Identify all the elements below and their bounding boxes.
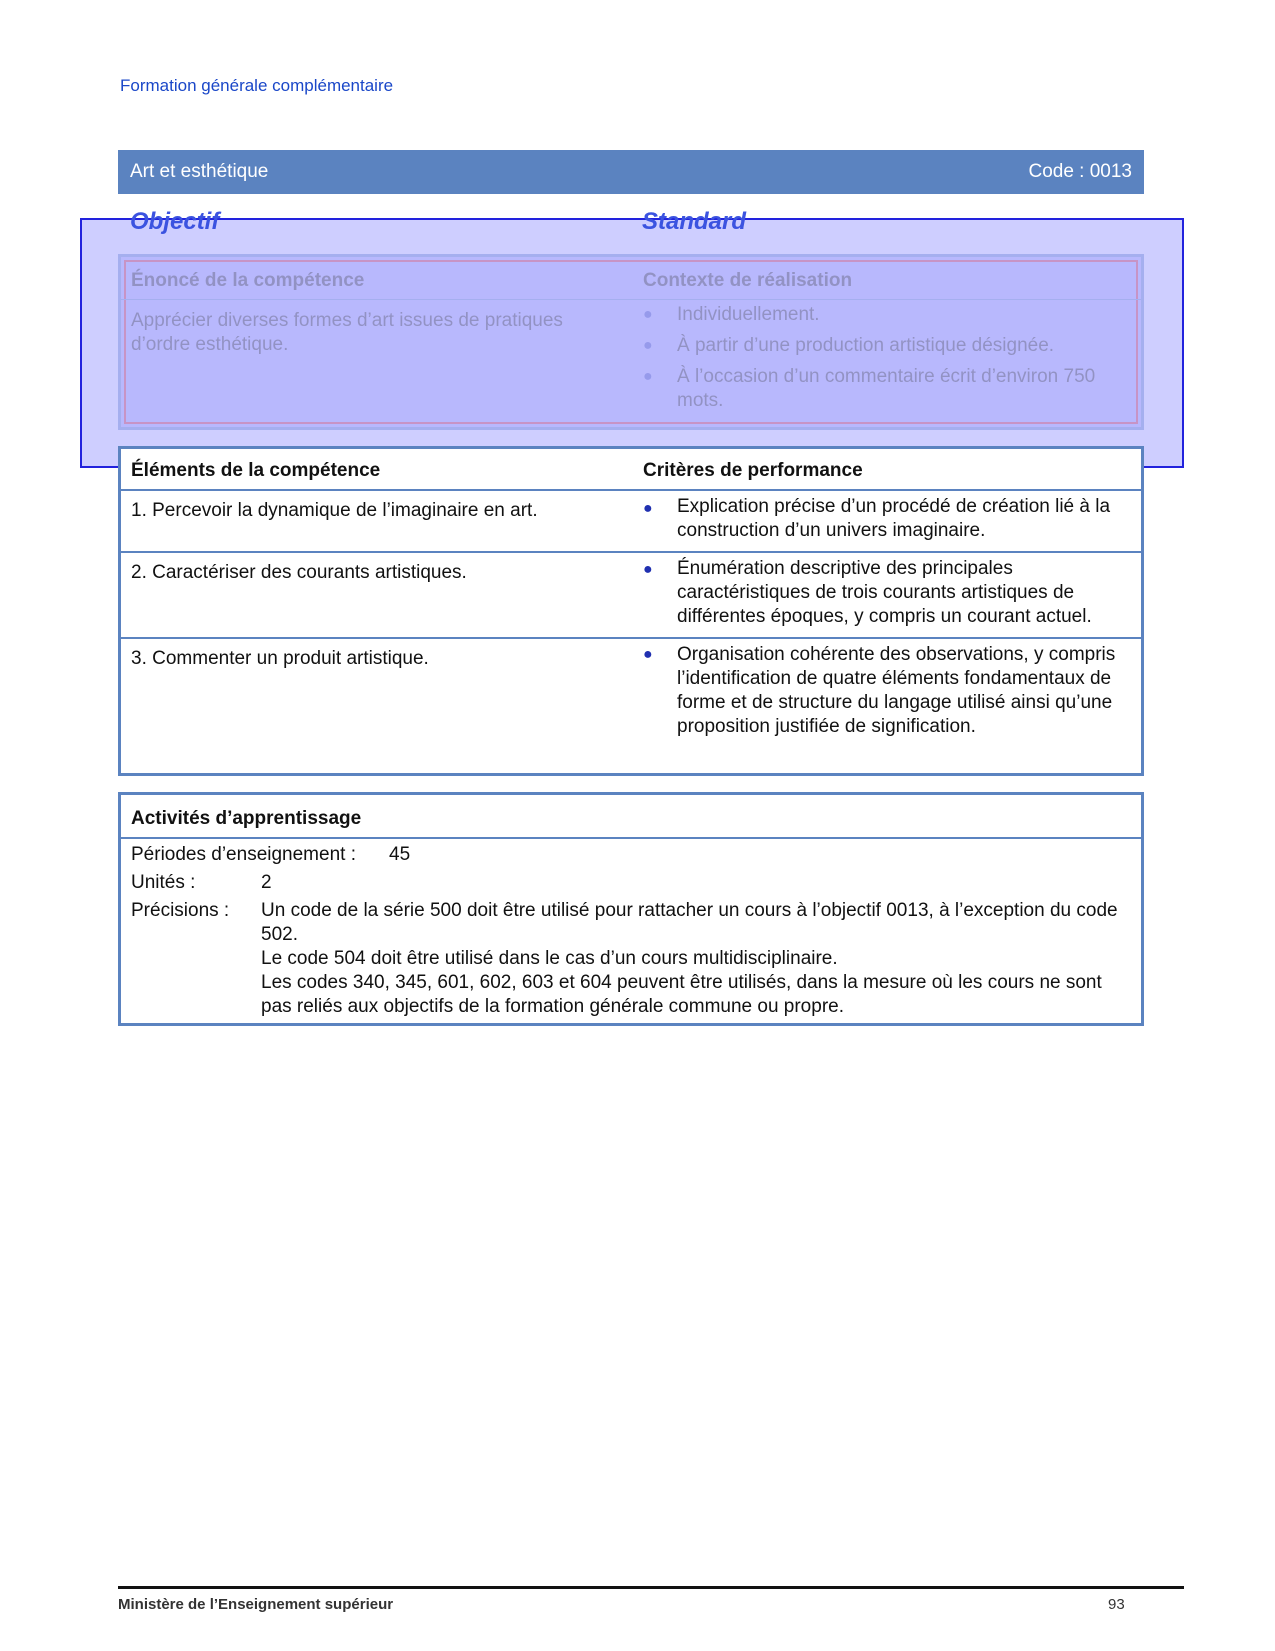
standard-heading: Standard: [642, 208, 747, 235]
page-number: 93: [1108, 1596, 1125, 1613]
criteres-label: Critères de performance: [643, 460, 863, 481]
bullet-icon: ●: [643, 561, 653, 578]
bullet-icon: ●: [643, 500, 653, 517]
precisions-label: Précisions :: [131, 900, 230, 921]
elements-box: [118, 446, 1144, 776]
unites-value: 2: [261, 872, 272, 893]
footer-ministry: Ministère de l’Enseignement supérieur: [118, 1596, 394, 1613]
course-code: Code : 0013: [1028, 161, 1132, 182]
running-head: Formation générale complémentaire: [120, 76, 394, 95]
row-separator: [121, 489, 1141, 491]
precision-item: Un code de la série 500 doit être utilisé pour rattacher un cours à l’objectif 0013, à l’exception du code 502.: [261, 900, 1118, 945]
elements-label: Éléments de la compétence: [131, 460, 381, 481]
critere-item: Énumération descriptive des principales caractéristiques de trois courants artistiques de différentes époques, y compris un courant actuel.: [677, 558, 1092, 627]
footer-rule: [118, 1586, 1184, 1589]
bullet-icon: ●: [643, 646, 653, 663]
row-separator: [121, 837, 1141, 839]
element-item: 1. Percevoir la dynamique de l’imaginaire en art.: [131, 500, 538, 521]
title-bar: [118, 150, 1144, 194]
objectif-heading: Objectif: [130, 208, 220, 235]
row-separator: [121, 637, 1141, 639]
element-item: 2. Caractériser des courants artistiques.: [131, 562, 467, 583]
row-separator: [121, 551, 1141, 553]
critere-item: Explication précise d’un procédé de création lié à la construction d’un univers imaginaire.: [677, 496, 1111, 541]
precision-item: Le code 504 doit être utilisé dans le cas d’un cours multidisciplinaire.: [261, 948, 838, 969]
activites-label: Activités d’apprentissage: [131, 808, 362, 829]
selection-overlay: [80, 218, 1184, 468]
critere-item: Organisation cohérente des observations, y compris l’identification de quatre éléments fondamentaux de forme et de structure du langage utilisé ainsi qu’une proposition justifiée de signification.: [677, 644, 1116, 737]
activites-box: [118, 792, 1144, 1026]
periodes-label: Périodes d’enseignement :: [131, 844, 356, 865]
course-title: Art et esthétique: [130, 161, 269, 182]
precision-item: Les codes 340, 345, 601, 602, 603 et 604 peuvent être utilisés, dans la mesure où les cours ne sont pas reliés aux objectifs de la formation générale commune ou propre.: [261, 972, 1102, 1017]
unites-label: Unités :: [131, 872, 196, 893]
periodes-value: 45: [389, 844, 411, 865]
element-item: 3. Commenter un produit artistique.: [131, 648, 429, 669]
